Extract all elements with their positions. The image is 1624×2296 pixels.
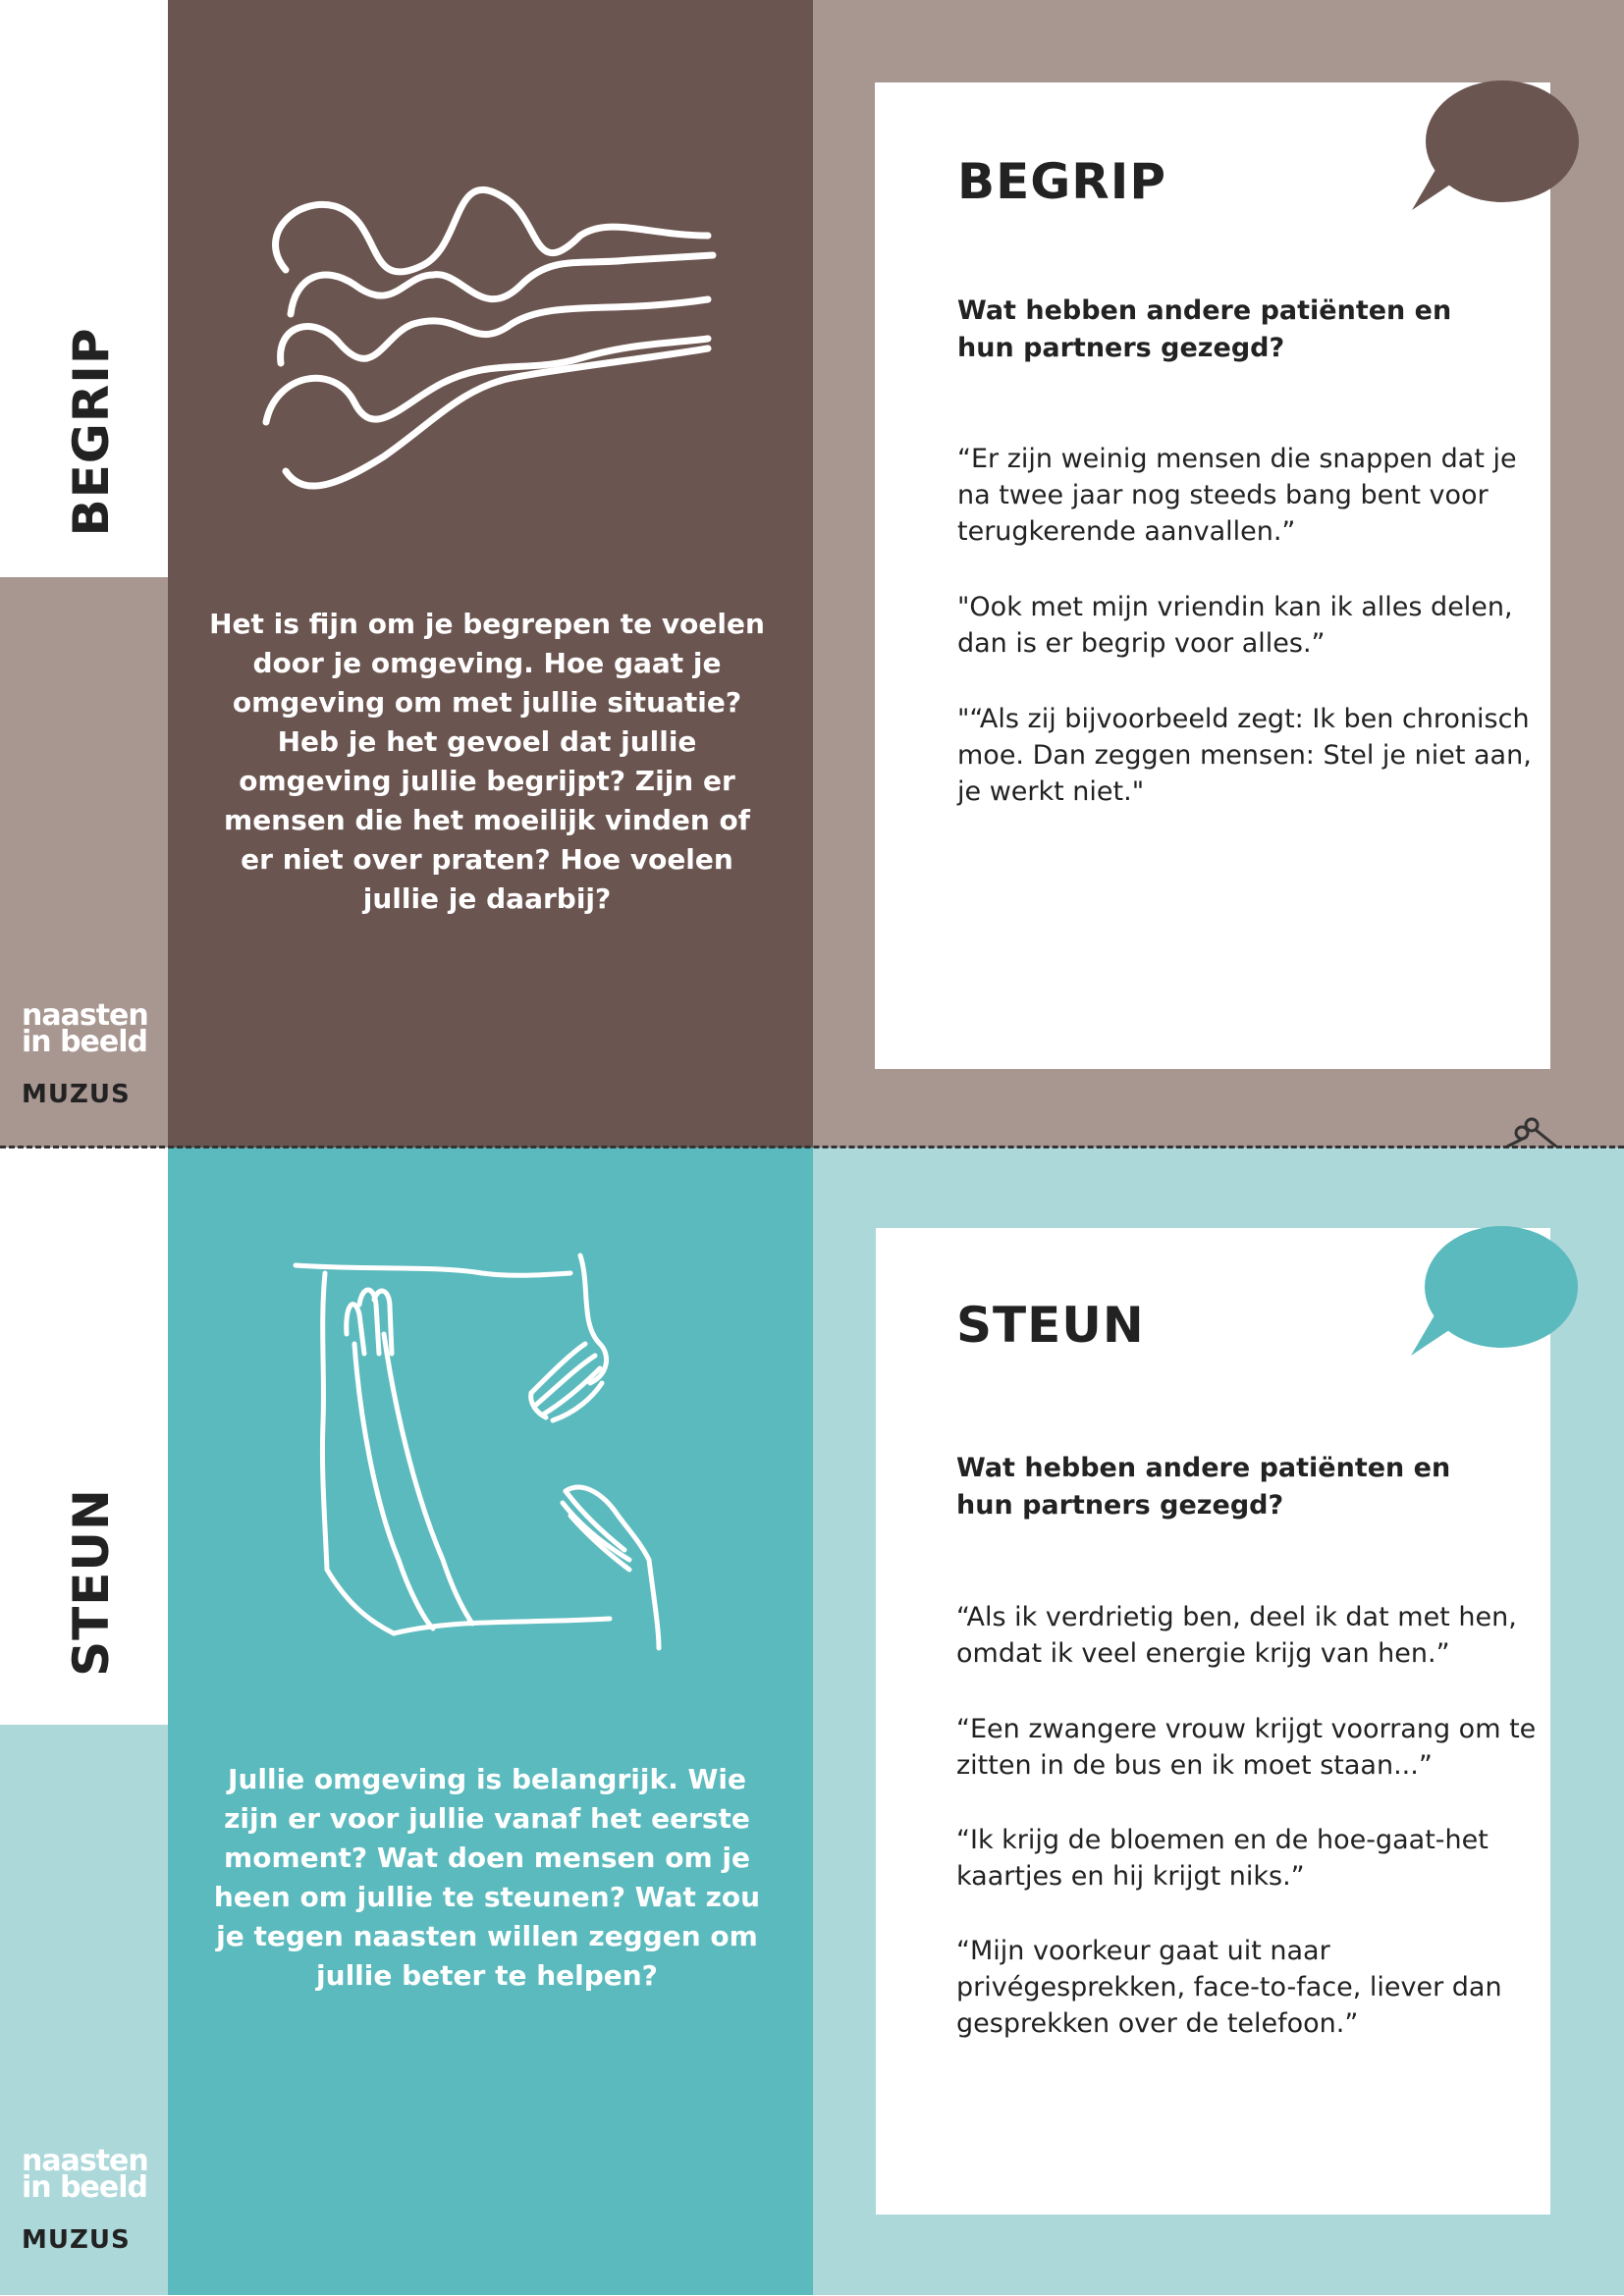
- quote-text: “Als ik verdrietig ben, deel ik dat met hen, omdat ik veel energie krijg van hen.”: [956, 1602, 1517, 1669]
- cut-line: [0, 1146, 1624, 1148]
- logo-line2: in beeld: [22, 1025, 148, 1059]
- prompt-text: Het is fijn om je begrepen te voelen door je omgeving. Hoe gaat je omgeving om met jullie situatie? Heb je het gevoel dat jullie omgeving jullie begrijpt? Zijn er mensen die het moeilijk vinden of er niet over praten? Hoe voelen jullie je daarbij?: [209, 608, 765, 915]
- prompt-panel: [168, 1148, 813, 2295]
- quotes-panel: [813, 0, 1624, 1148]
- quote-text: “Er zijn weinig mensen die snappen dat je na twee jaar nog steeds bang bent voor terugkerende aanvallen.”: [957, 444, 1517, 547]
- quote-text: “Een zwangere vrouw krijgt voorrang om te zitten in de bus en ik moet staan...”: [956, 1714, 1537, 1781]
- speech-bubble-icon: [1382, 73, 1579, 220]
- logo-line1: naasten: [22, 998, 148, 1033]
- side-label: BEGRIP: [63, 327, 120, 537]
- quote-text: "“Als zij bijvoorbeeld zegt: Ik ben chronisch moe. Dan zeggen mensen: Stel je niet aan, je werkt niet.": [957, 704, 1532, 807]
- card-title: STEUN: [956, 1297, 1145, 1354]
- side-strip: [0, 0, 168, 1148]
- logo: [22, 2144, 149, 2255]
- quote-text: "Ook met mijn vriendin kan ik alles delen, dan is er begrip voor alles.”: [957, 592, 1513, 659]
- scissors-icon: [1502, 1117, 1561, 1150]
- logo-line1: naasten: [22, 2144, 148, 2178]
- card-steun: [0, 1148, 1624, 2295]
- brand-label: MUZUS: [22, 1080, 131, 1109]
- quotes-panel: [813, 1148, 1624, 2295]
- speech-bubble-icon: [1381, 1218, 1578, 1365]
- supporting-hands-icon: [286, 1246, 718, 1658]
- card-title: BEGRIP: [957, 153, 1167, 210]
- prompt-text: Jullie omgeving is belangrijk. Wie zijn er voor jullie vanaf het eerste moment? Wat doen mensen om je heen om jullie te steunen? Wat zou je tegen naasten willen zeggen om jullie beter te helpen?: [213, 1763, 761, 1992]
- side-strip: [0, 1148, 168, 2295]
- quote-text: “Ik krijg de bloemen en de hoe-gaat-het kaartjes en hij krijgt niks.”: [956, 1825, 1489, 1892]
- side-label: STEUN: [63, 1488, 120, 1677]
- wavy-lines-icon: [256, 177, 728, 501]
- logo: [22, 998, 149, 1109]
- quote-text: “Mijn voorkeur gaat uit naar privégesprekken, face-to-face, liever dan gesprekken over de telefoon.”: [956, 1936, 1502, 2039]
- question-text: Wat hebben andere patiënten en hun partners gezegd?: [956, 1453, 1451, 1521]
- quote-card: [875, 82, 1550, 1069]
- prompt-panel: [168, 0, 813, 1148]
- quote-card: [876, 1228, 1550, 2215]
- question-text: Wat hebben andere patiënten en hun partners gezegd?: [957, 295, 1452, 363]
- logo-line2: in beeld: [22, 2170, 148, 2205]
- brand-label: MUZUS: [22, 2225, 131, 2255]
